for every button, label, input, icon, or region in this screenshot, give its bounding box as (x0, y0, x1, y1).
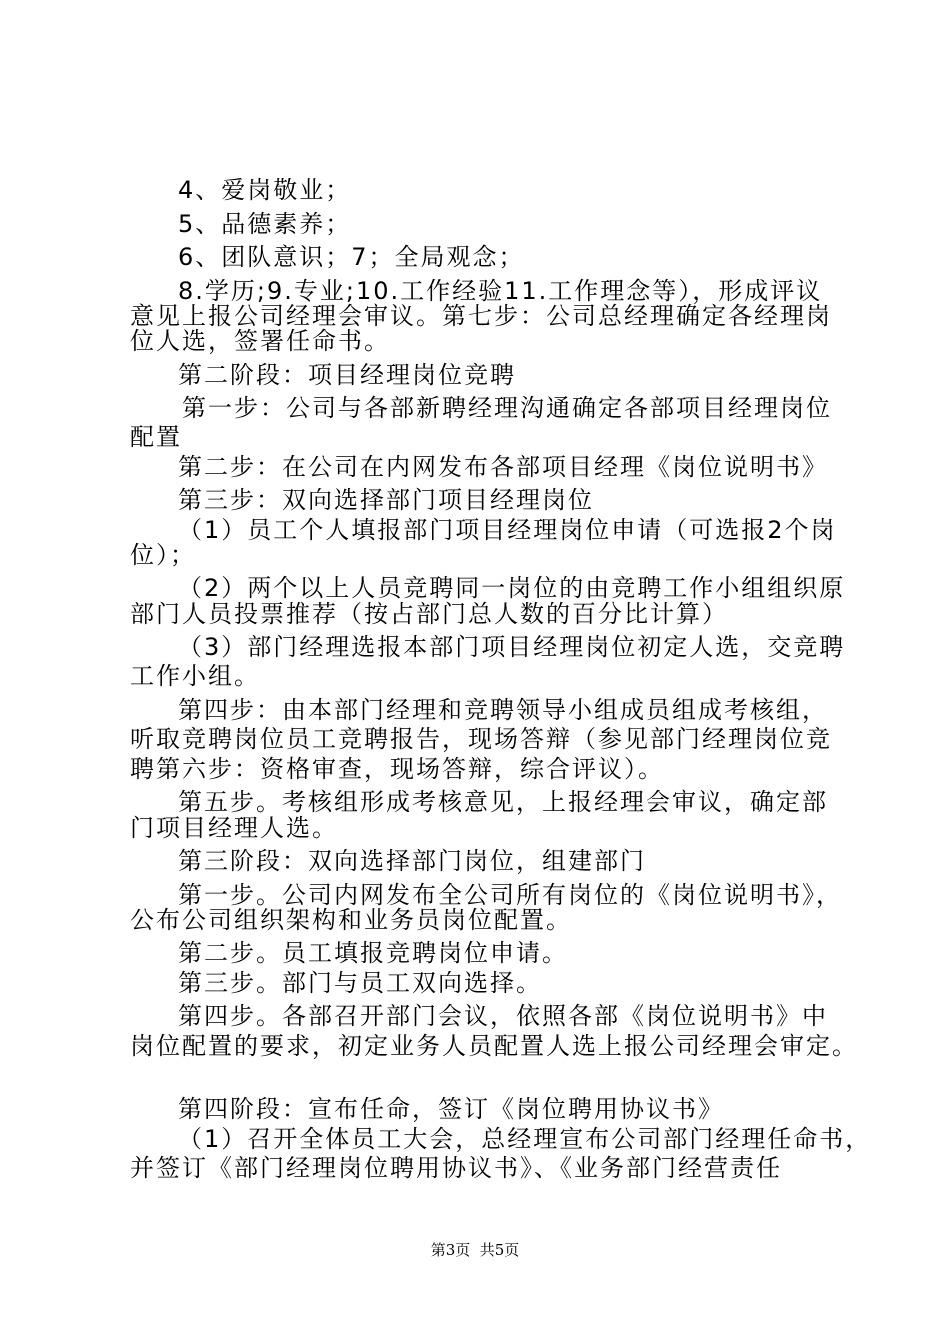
text-line: 第一步：公司与各部新聘经理沟通确定各部项目经理岗位 (182, 394, 832, 422)
section-heading: 第三阶段：双向选择部门岗位，组建部门 (178, 847, 646, 875)
text-line: 意见上报公司经理会审议。第七步：公司总经理确定各经理岗 (130, 302, 832, 330)
text-line: 公布公司组织架构和业务员岗位配置。 (130, 906, 572, 934)
text-line: 第二步。员工填报竞聘岗位申请。 (178, 939, 568, 967)
text-line: （2）两个以上人员竞聘同一岗位的由竞聘工作小组组织原 (178, 574, 846, 602)
text-line: （1）召开全体员工大会，总经理宣布公司部门经理任命书， (178, 1125, 872, 1153)
text-line: 门项目经理人选。 (130, 814, 338, 842)
section-heading: 第四阶段：宣布任命，签订《岗位聘用协议书》 (178, 1095, 724, 1123)
text-line: 4、爱岗敬业； (178, 176, 352, 204)
section-heading: 第二阶段：项目经理岗位竞聘 (178, 361, 516, 389)
text-line: 第二步：在公司在内网发布各部项目经理《岗位说明书》 (178, 453, 828, 481)
text-line: 5、品德素养； (178, 210, 352, 238)
text-line: 第四步：由本部门经理和竞聘领导小组成员组成考核组， (178, 696, 828, 724)
text-line: 第三步：双向选择部门项目经理岗位 (178, 486, 594, 514)
text-line: 配置 (130, 423, 182, 451)
text-line: （1）员工个人填报部门项目经理岗位申请（可选报2个岗 (178, 516, 837, 544)
text-line: 并签订《部门经理岗位聘用协议书》、《业务部门经营责任 (130, 1154, 782, 1182)
text-line: 听取竞聘岗位员工竞聘报告，现场答辩（参见部门经理岗位竞 (130, 725, 832, 753)
text-line: 6、团队意识；7；全局观念； (178, 243, 525, 271)
page-footer: 第3页 共5页 (430, 1241, 520, 1259)
text-line: 第一步。公司内网发布全公司所有岗位的《岗位说明书》， (178, 881, 842, 909)
text-line: 第五步。考核组形成考核意见，上报经理会审议，确定部 (178, 788, 828, 816)
text-line: 工作小组。 (130, 662, 260, 690)
text-line: 位）； (130, 541, 196, 569)
text-line: 部门人员投票推荐（按占部门总人数的百分比计算） (130, 600, 728, 628)
text-line: 8.学历;9.专业;10.工作经验11.工作理念等），形成评议 (178, 277, 823, 305)
text-line: 聘第六步：资格审查，现场答辩，综合评议）。 (130, 755, 664, 783)
text-line: 位人选，签署任命书。 (130, 327, 390, 355)
text-line: （3）部门经理选报本部门项目经理岗位初定人选，交竞聘 (178, 633, 846, 661)
text-line: 第三步。部门与员工双向选择。 (178, 969, 542, 997)
text-line: 第四步。各部召开部门会议，依照各部《岗位说明书》中 (178, 1002, 828, 1030)
text-line: 岗位配置的要求，初定业务人员配置人选上报公司经理会审定。 (130, 1032, 858, 1060)
